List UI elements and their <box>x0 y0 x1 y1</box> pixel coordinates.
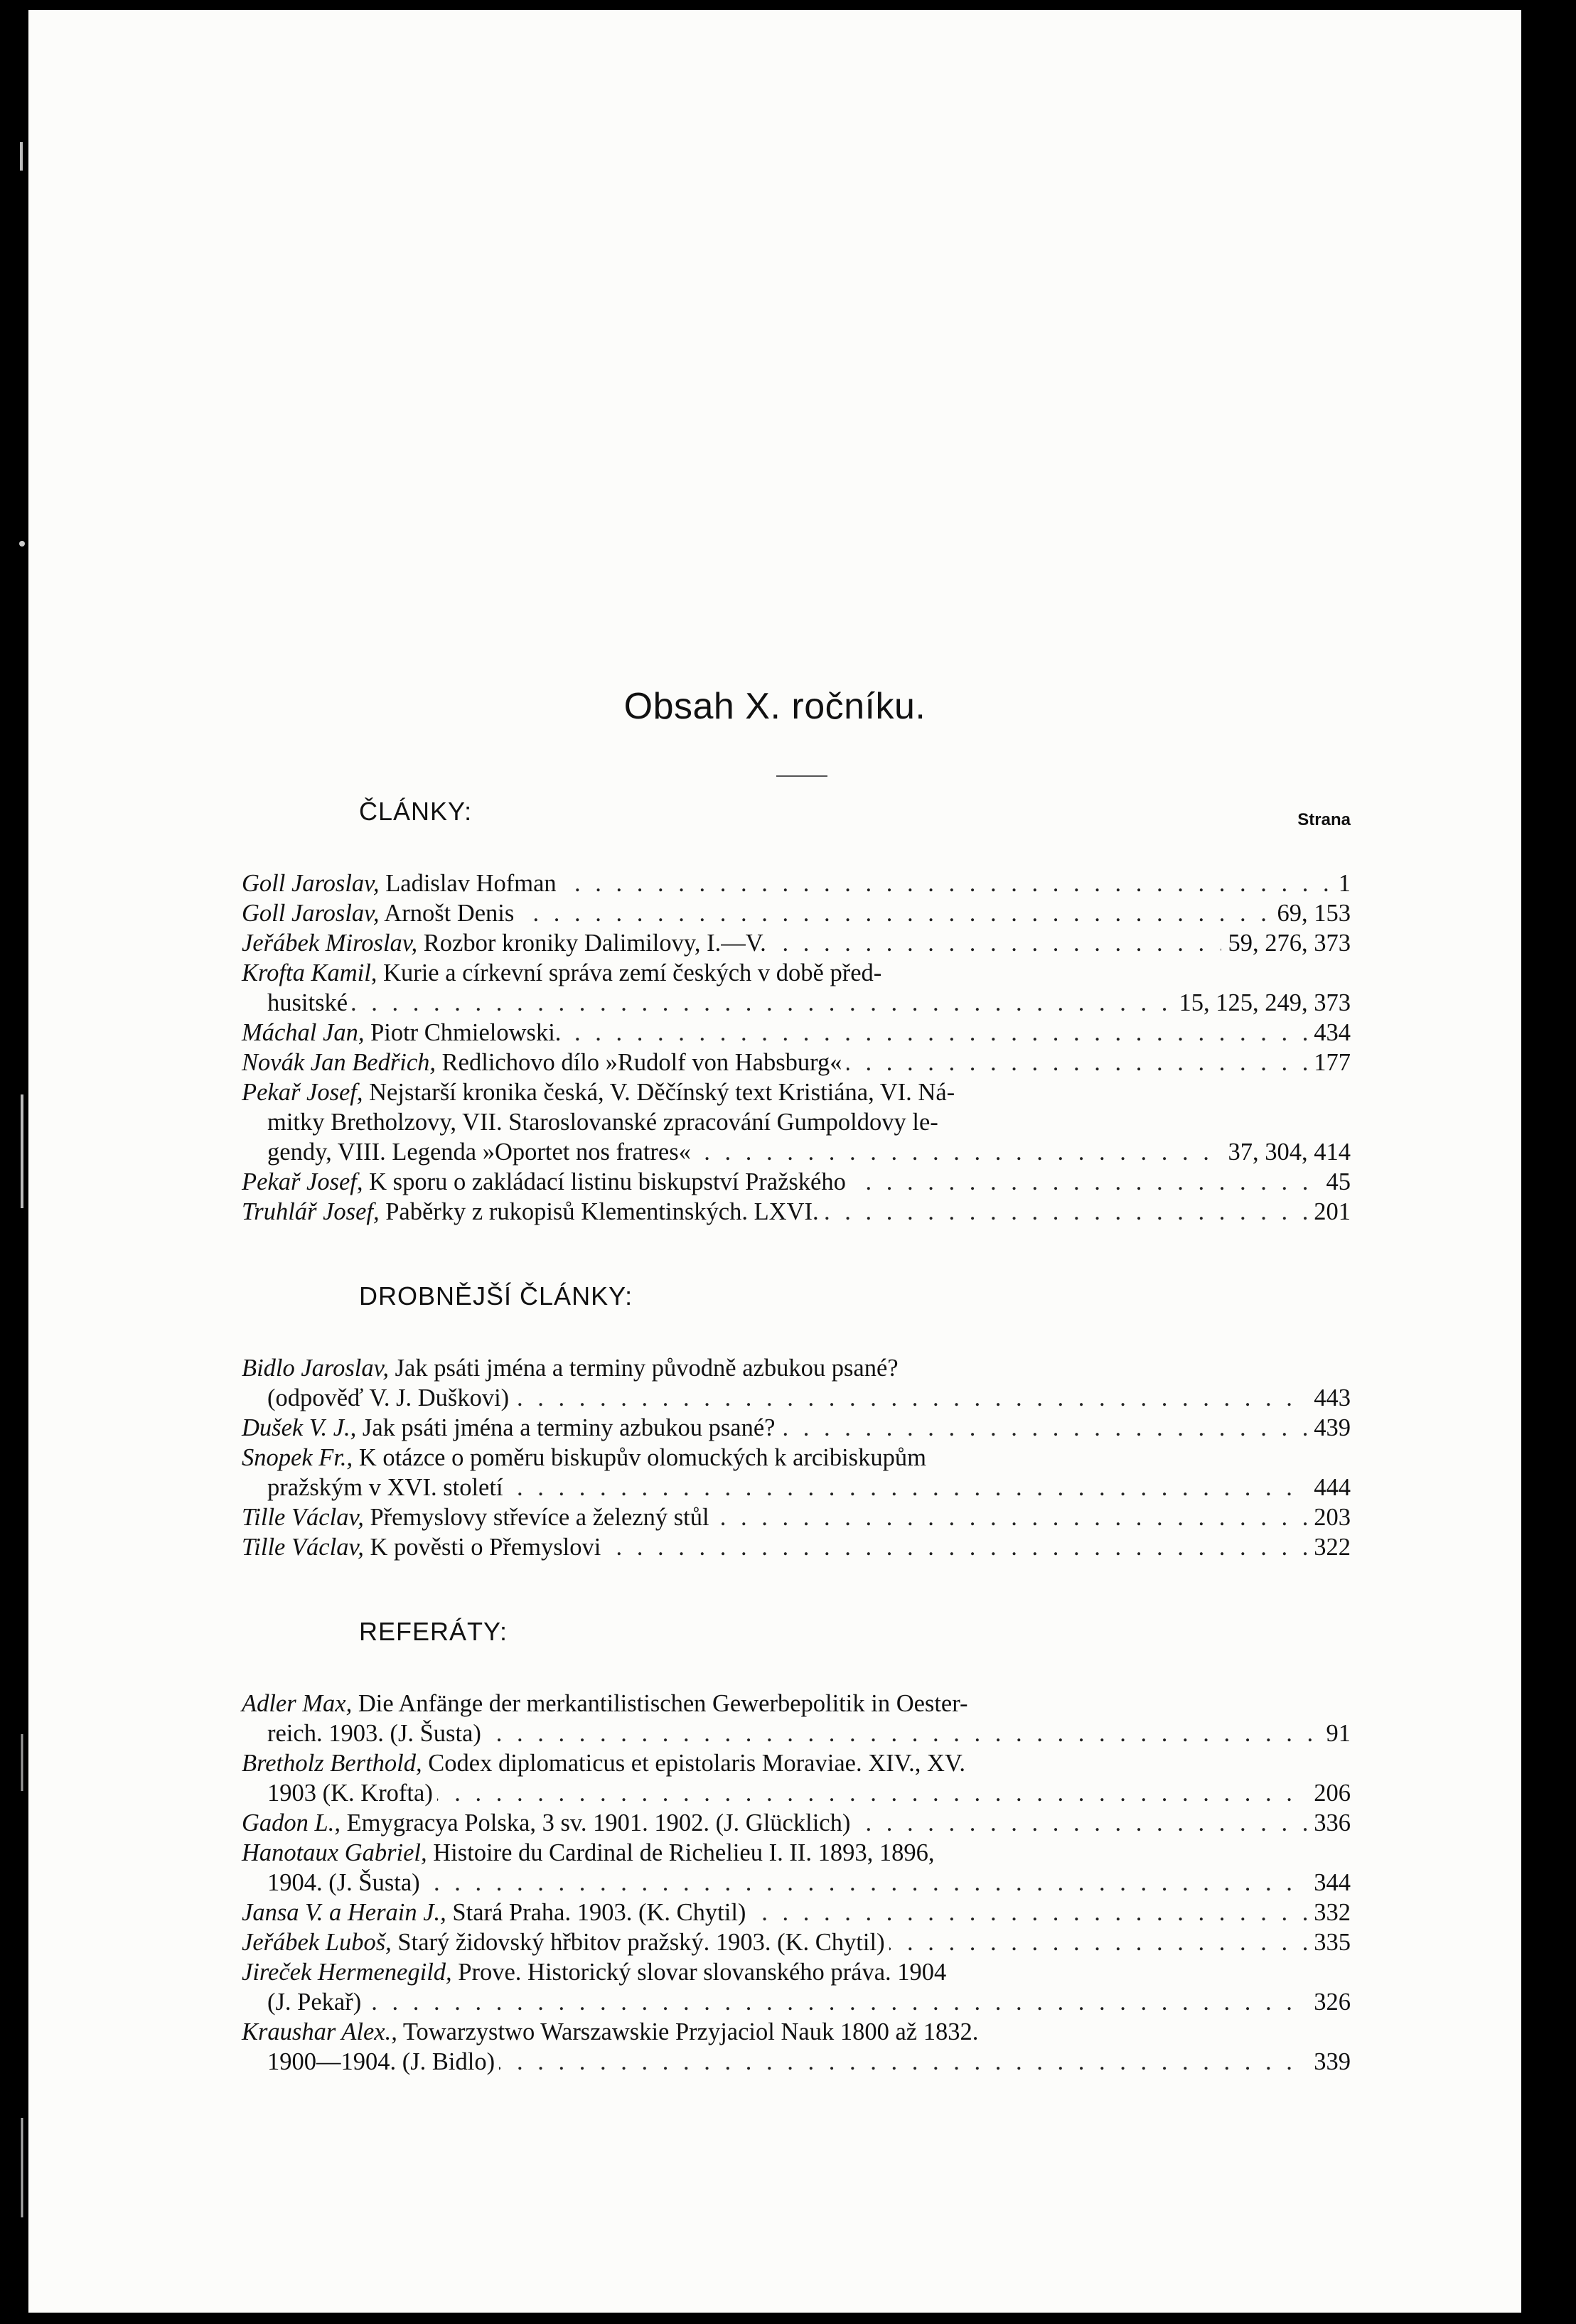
toc-entry <box>242 1413 1351 1443</box>
entry-pages: 15, 125, 249, 373 <box>1172 988 1351 1018</box>
toc-entry <box>242 1443 1351 1502</box>
entry-author: Goll Jaroslav, <box>242 900 380 927</box>
toc-entry <box>242 1197 1351 1227</box>
entry-author: Máchal Jan, <box>242 1019 365 1046</box>
entry-pages: 322 <box>1307 1532 1351 1562</box>
entry-pages: 91 <box>1319 1718 1351 1748</box>
entry-title-continuation: mitky Bretholzovy, VII. Staroslovanské zpracování Gumpoldovy le- <box>267 1109 943 1136</box>
section-heading: ČLÁNKY: <box>359 797 473 826</box>
entry-title: Přemyslovy střevíce a železný stůl <box>363 1504 709 1531</box>
entry-title: Towarzystwo Warszawskie Przyjaciol Nauk 1800 až 1832. <box>397 2018 979 2045</box>
entry-pages: 443 <box>1307 1383 1351 1413</box>
scan-edge-marks <box>0 0 28 2324</box>
toc-entry <box>242 1353 1351 1413</box>
entry-pages: 344 <box>1307 1868 1351 1898</box>
section-heading: DROBNĚJŠÍ ČLÁNKY: <box>359 1281 633 1311</box>
entry-title-continuation: reich. 1903. (J. Šusta) <box>267 1720 486 1747</box>
toc-entry <box>242 1048 1351 1077</box>
toc-entry <box>242 958 1351 1018</box>
toc-entry <box>242 868 1351 898</box>
toc-entry <box>242 1927 1351 1957</box>
entry-title: Starý židovský hřbitov pražský. 1903. (K. Chytil) <box>391 1929 885 1956</box>
entry-author: Adler Max, <box>242 1690 353 1717</box>
entry-pages: 37, 304, 414 <box>1221 1137 1351 1167</box>
entry-title-continuation: 1904. (J. Šusta) <box>267 1869 424 1896</box>
entry-pages: 326 <box>1307 1987 1351 2017</box>
entry-author: Gadon L., <box>242 1809 341 1836</box>
page-title: Obsah X. ročníku. <box>623 686 926 727</box>
entry-author: Goll Jaroslav, <box>242 870 380 897</box>
entry-pages: 177 <box>1307 1048 1351 1077</box>
entry-title: Rozbor kroniky Dalimilovy, I.—V. <box>417 930 766 957</box>
entry-title: Codex diplomaticus et epistolaris Moraviae. XIV., XV. <box>422 1750 965 1777</box>
toc-entry <box>242 1957 1351 2017</box>
entry-pages: 335 <box>1307 1927 1351 1957</box>
entry-title: Paběrky z rukopisů Klementinských. LXVI. <box>379 1198 819 1225</box>
entry-author: Jansa V. a Herain J., <box>242 1899 446 1926</box>
entry-pages: 69, 153 <box>1270 898 1351 928</box>
section-heading: REFERÁTY: <box>359 1617 508 1646</box>
toc-entry <box>242 1898 1351 1927</box>
entry-author: Snopek Fr., <box>242 1444 353 1471</box>
entry-title: Histoire du Cardinal de Richelieu I. II. 1893, 1896, <box>427 1839 935 1866</box>
entry-author: Tille Václav, <box>242 1534 364 1561</box>
entry-author: Pekař Josef, <box>242 1079 363 1106</box>
entry-title: Piotr Chmielowski. <box>364 1019 562 1046</box>
entry-pages: 59, 276, 373 <box>1221 928 1351 958</box>
toc-entry <box>242 1502 1351 1532</box>
entry-pages: 203 <box>1307 1502 1351 1532</box>
entry-pages: 206 <box>1307 1778 1351 1808</box>
toc-entry <box>242 1689 1351 1748</box>
entry-author: Jeřábek Luboš, <box>242 1929 392 1956</box>
title-rule <box>776 775 827 777</box>
toc-entry <box>242 1748 1351 1808</box>
entry-author: Jeřábek Miroslav, <box>242 930 418 957</box>
entry-title-continuation: 1900—1904. (J. Bidlo) <box>267 2048 499 2075</box>
entry-author: Tille Václav, <box>242 1504 364 1531</box>
entry-author: Pekař Josef, <box>242 1168 363 1195</box>
entry-author: Kraushar Alex., <box>242 2018 397 2045</box>
toc-entry <box>242 2017 1351 2077</box>
toc-entry <box>242 1167 1351 1197</box>
entry-title: Jak psáti jména a terminy azbukou psané? <box>356 1414 776 1441</box>
toc-entry <box>242 1532 1351 1562</box>
entry-pages: 444 <box>1307 1473 1351 1502</box>
entry-title: Arnošt Denis <box>379 900 515 927</box>
entry-author: Novák Jan Bedřich, <box>242 1049 436 1076</box>
entry-pages: 332 <box>1307 1898 1351 1927</box>
table-of-contents <box>242 799 1351 2077</box>
entry-title: Die Anfänge der merkantilistischen Gewerbepolitik in Oester- <box>352 1690 968 1717</box>
entry-title-continuation: (odpověď V. J. Duškovi) <box>267 1384 513 1411</box>
entry-author: Hanotaux Gabriel, <box>242 1839 427 1866</box>
entry-author: Bidlo Jaroslav, <box>242 1355 389 1382</box>
entry-title: K sporu o zakládací listinu biskupství Pražského <box>363 1168 846 1195</box>
toc-entry <box>242 1077 1351 1167</box>
entry-title: Emygracya Polska, 3 sv. 1901. 1902. (J. Glücklich) <box>340 1809 851 1836</box>
page-column-label: Strana <box>1297 810 1351 829</box>
toc-entry <box>242 1018 1351 1048</box>
entry-author: Krofta Kamil, <box>242 959 377 986</box>
entry-title-continuation: (J. Pekař) <box>267 1989 365 2016</box>
toc-entry <box>242 928 1351 958</box>
entry-title: K otázce o poměru biskupův olomuckých k arcibiskupům <box>353 1444 926 1471</box>
entry-pages: 439 <box>1307 1413 1351 1443</box>
toc-entry <box>242 1808 1351 1838</box>
toc-entry <box>242 1838 1351 1898</box>
entry-title-continuation: 1903 (K. Krofta) <box>267 1780 437 1807</box>
entry-pages: 1 <box>1331 868 1351 898</box>
entry-title-continuation: gendy, VIII. Legenda »Oportet nos fratres« <box>267 1139 695 1166</box>
entry-title: Nejstarší kronika česká, V. Děčínský text Kristiána, VI. Ná- <box>363 1079 955 1106</box>
entry-title: Kurie a církevní správa zemí českých v době před- <box>377 959 882 986</box>
entry-title: Ladislav Hofman <box>379 870 557 897</box>
entry-title-continuation: husitské <box>267 989 352 1016</box>
entry-title-continuation: pražským v XVI. století <box>267 1474 508 1501</box>
entry-pages: 45 <box>1319 1167 1351 1197</box>
entry-pages: 339 <box>1307 2047 1351 2077</box>
entry-author: Truhlář Josef, <box>242 1198 380 1225</box>
entry-pages: 336 <box>1307 1808 1351 1838</box>
entry-title: Prove. Historický slovar slovanského práva. 1904 <box>451 1959 947 1986</box>
entry-author: Bretholz Berthold, <box>242 1750 422 1777</box>
toc-entry <box>242 898 1351 928</box>
entry-author: Dušek V. J., <box>242 1414 357 1441</box>
document-page <box>28 10 1521 2313</box>
entry-pages: 201 <box>1307 1197 1351 1227</box>
entry-title: Jak psáti jména a terminy původně azbukou psané? <box>388 1355 899 1382</box>
entry-title: Stará Praha. 1903. (K. Chytil) <box>446 1899 746 1926</box>
entry-pages: 434 <box>1307 1018 1351 1048</box>
entry-title: K pověsti o Přemyslovi <box>363 1534 601 1561</box>
entry-author: Jireček Hermenegild, <box>242 1959 452 1986</box>
entry-title: Redlichovo dílo »Rudolf von Habsburg« <box>436 1049 842 1076</box>
